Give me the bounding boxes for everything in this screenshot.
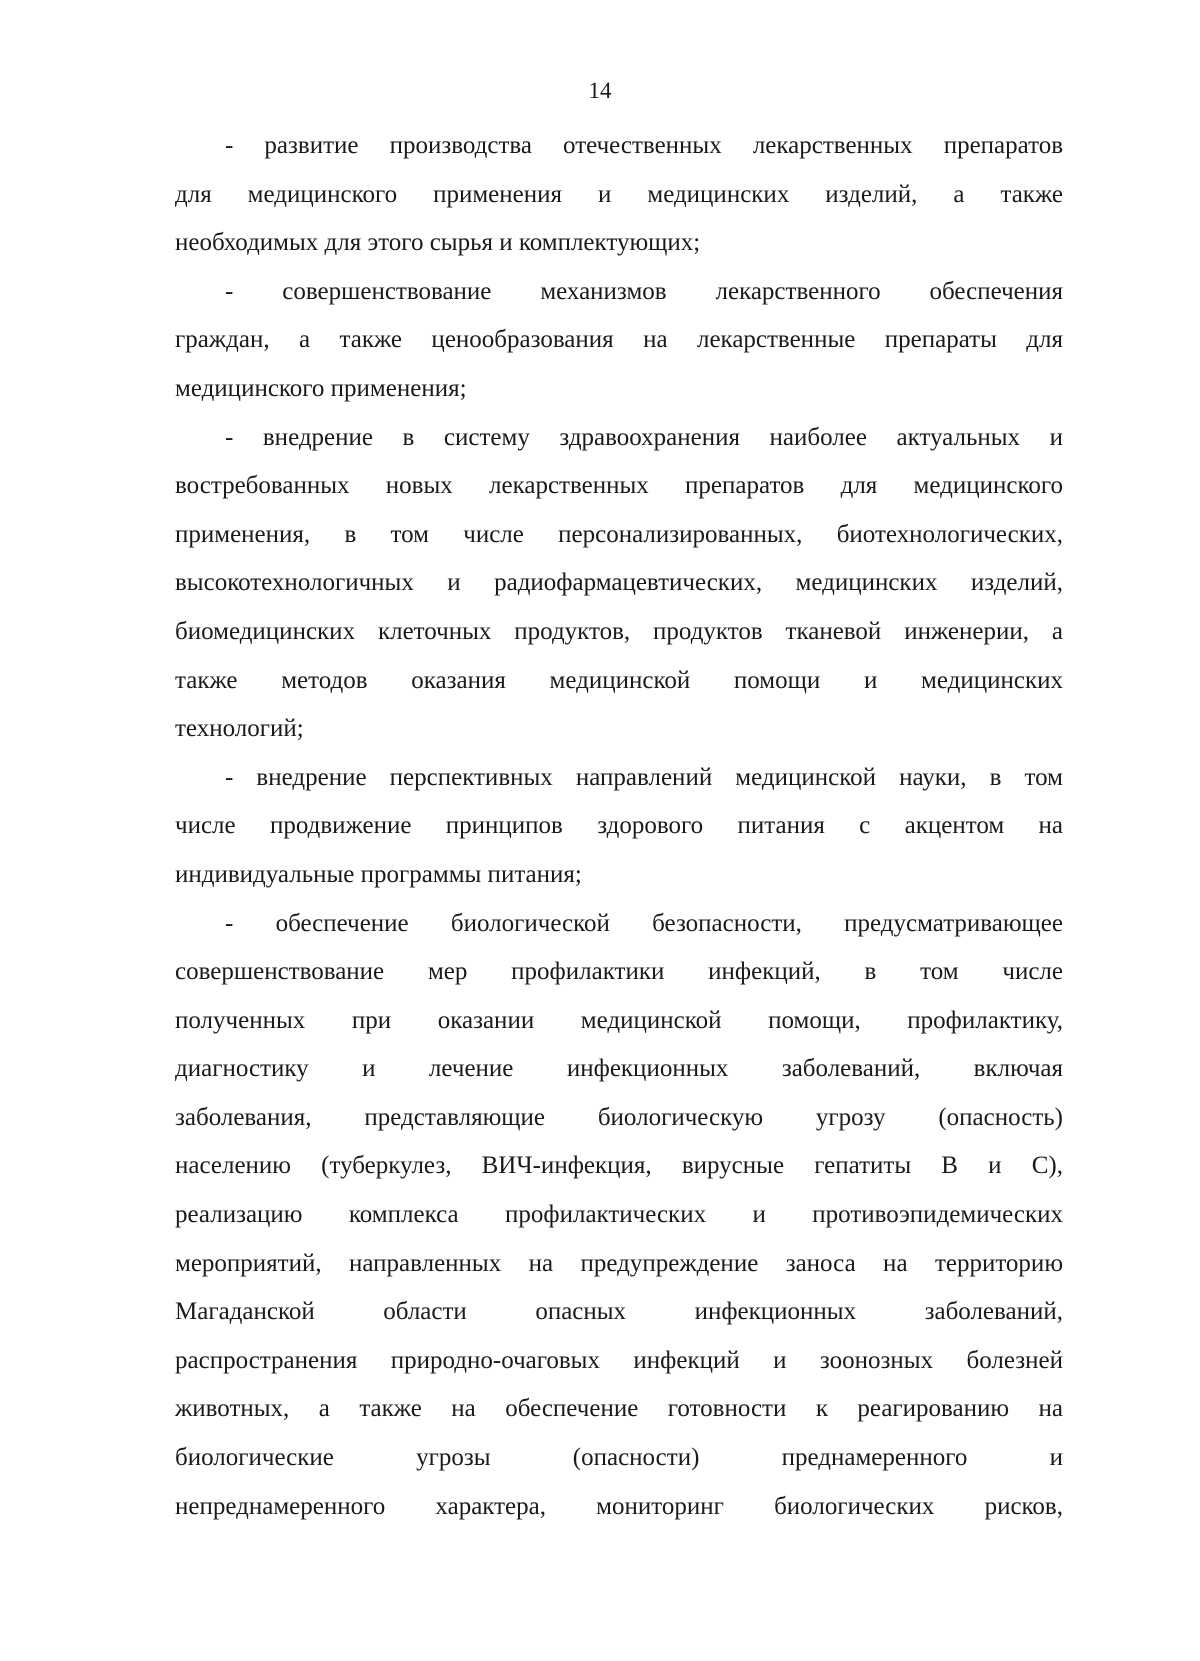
text-line: совершенствование мер профилактики инфекций, в том числе xyxy=(175,958,1063,986)
text-line: полученных при оказании медицинской помощи, профилактику, xyxy=(175,1006,1063,1034)
text-line: - совершенствование механизмов лекарственного обеспечения xyxy=(225,277,1063,305)
text-line: технологий; xyxy=(175,715,304,743)
paragraph xyxy=(175,754,1063,900)
text-line: числе продвижение принципов здорового питания с акцентом на xyxy=(175,812,1063,840)
page-number: 14 xyxy=(588,78,612,103)
text-line: непреднамеренного характера, мониторинг биологических рисков, xyxy=(175,1492,1063,1520)
text-line: распространения природно-очаговых инфекций и зоонозных болезней xyxy=(175,1346,1063,1374)
text-line: индивидуальные программы питания; xyxy=(175,860,582,888)
text-line: - развитие производства отечественных лекарственных препаратов xyxy=(225,132,1063,159)
paragraph xyxy=(175,414,1063,754)
text-line: заболевания, представляющие биологическую угрозу (опасность) xyxy=(175,1103,1063,1131)
text-line: биомедицинских клеточных продуктов, продуктов тканевой инженерии, а xyxy=(175,617,1063,645)
text-line: для медицинского применения и медицинских изделий, а также xyxy=(175,180,1063,208)
text-line: необходимых для этого сырья и комплектующих; xyxy=(175,229,701,257)
text-line: также методов оказания медицинской помощи и медицинских xyxy=(175,666,1063,694)
paragraph xyxy=(175,122,1063,268)
paragraph xyxy=(175,268,1063,414)
text-line: населению (туберкулез, ВИЧ-инфекция, вирусные гепатиты В и С), xyxy=(175,1152,1063,1180)
document-body xyxy=(175,122,1063,1531)
text-line: реализацию комплекса профилактических и противоэпидемических xyxy=(175,1201,1063,1229)
text-line: биологические угрозы (опасности) преднамеренного и xyxy=(175,1444,1063,1472)
text-line: диагностику и лечение инфекционных заболеваний, включая xyxy=(175,1055,1063,1083)
text-line: медицинского применения; xyxy=(175,374,467,402)
text-line: граждан, а также ценообразования на лекарственные препараты для xyxy=(175,326,1063,354)
text-line: применения, в том числе персонализированных, биотехнологических, xyxy=(175,520,1063,548)
text-line: мероприятий, направленных на предупреждение заноса на территорию xyxy=(175,1249,1063,1277)
text-line: востребованных новых лекарственных препаратов для медицинского xyxy=(175,472,1063,500)
text-line: Магаданской области опасных инфекционных заболеваний, xyxy=(175,1298,1063,1326)
text-line: - внедрение перспективных направлений медицинской науки, в том xyxy=(225,763,1063,791)
text-line: - обеспечение биологической безопасности, предусматривающее xyxy=(225,909,1063,937)
paragraph xyxy=(175,900,1063,1532)
text-line: высокотехнологичных и радиофармацевтических, медицинских изделий, xyxy=(175,569,1063,597)
text-line: животных, а также на обеспечение готовности к реагированию на xyxy=(175,1395,1063,1423)
text-line: - внедрение в систему здравоохранения наиболее актуальных и xyxy=(225,423,1063,451)
